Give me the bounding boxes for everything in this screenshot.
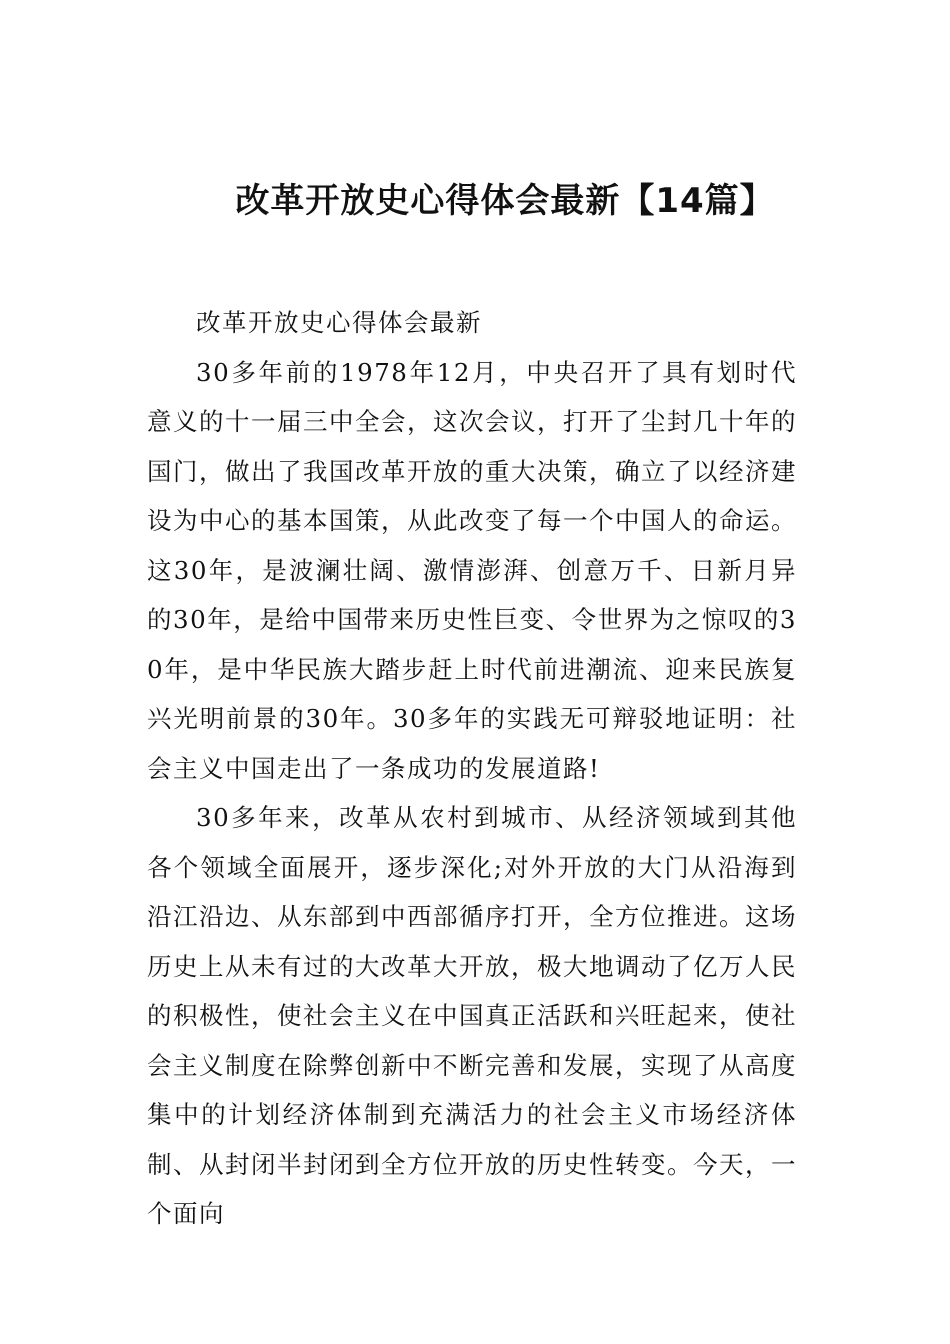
- paragraph: 30多年来，改革从农村到城市、从经济领域到其他各个领域全面展开，逐步深化;对外开放的大门从沿海到沿江沿边、从东部到中西部循序打开，全方位推进。这场历史上从未有过的大改革大开放，极大地调动了亿万人民的积极性，使社会主义在中国真正活跃和兴旺起来，使社会主义制度在除弊创新中不断完善和发展，实现了从高度集中的计划经济体制到充满活力的社会主义市场经济体制、从封闭半封闭到全方位开放的历史性转变。今天，一个面向: [147, 803, 797, 1228]
- document-body: [147, 298, 797, 1239]
- document-subheading: 改革开放史心得体会最新: [196, 308, 482, 337]
- document-title: 改革开放史心得体会最新【14篇】: [235, 181, 775, 221]
- paragraph: 30多年前的1978年12月，中央召开了具有划时代意义的十一届三中全会，这次会议，打开了尘封几十年的国门，做出了我国改革开放的重大决策，确立了以经济建设为中心的基本国策，从此改变了每一个中国人的命运。这30年，是波澜壮阔、激情澎湃、创意万千、日新月异的30年，是给中国带来历史性巨变、令世界为之惊叹的30年，是中华民族大踏步赶上时代前进潮流、迎来民族复兴光明前景的30年。30多年的实践无可辩驳地证明：社会主义中国走出了一条成功的发展道路!: [147, 357, 797, 783]
